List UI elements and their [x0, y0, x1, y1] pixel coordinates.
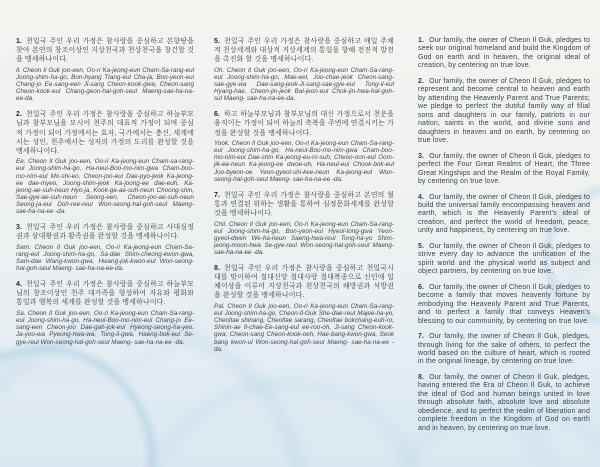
pledge-item-korean-2 — [16, 110, 194, 215]
korean-body: 천일국 주인 우리 가정은 참사랑을 중심하고 하늘부모님의 창조이상인 천주 대가족을 형성하여 자유와 평화와 통일과 행복의 세계를 완성할 것을 맹세하나이다. — [16, 281, 194, 307]
item-number: 3. — [418, 152, 425, 160]
item-number: 3. — [16, 224, 23, 232]
item-number: 8. — [418, 373, 425, 381]
pledge-item-korean-3 — [16, 223, 194, 272]
item-number: 7. — [214, 191, 221, 199]
pledge-item-english-1 — [418, 37, 590, 71]
romanization-text: Sam. Cheon Il Guk joo-een, Oo-ri Ka-jeong-eun Cham-Sa-rang-eul Joong-shim-ha-go, Sa-dae Shim-cheong-kwon-gwa, Sam-dae Wang-kwon-gwa, Hwang-jok-kwon-eul Won-seong-hal-goh-seul Maeng- sae-ha-na-ee-da. — [16, 243, 194, 273]
english-body: Our family, the owner of Cheon Il Guk, pledges to represent and become central to heaven and earth by attending the Heavenly Parent and True Parents; we pledge to perfect the dutiful family way of filial sons and daughters in our family, patriots in our nation, saints in the world, and divine sons and daughters in heaven and on earth, by centering on true love. — [418, 77, 590, 145]
english-body: Our family, the owner of Cheon Il Guk, pledges to build the universal family encompassing heaven and earth, which is the Heavenly Parent's ideal of creation, and perfect the world of freedom, peace, unity and happiness, by centering on true love. — [418, 193, 590, 235]
item-number: 5. — [214, 38, 221, 45]
korean-body: 천일국 주인 우리 가정은 참사랑을 중심하고 매일 주체적 천상세계와 대상적 지상세계의 통일을 향해 전진적 발전을 촉진화 할 것을 맹세하나이다. — [214, 38, 394, 64]
pledge-item-english-8 — [418, 374, 590, 433]
korean-body: 천일국 주인 우리 가정은 참사랑을 중심하고 본향땅을 찾아 본연의 창조이상인 지상천국과 천상천국을 창건할 것을 맹세하나이다. — [16, 38, 194, 64]
item-number: 2. — [16, 111, 23, 119]
english-body: Our family, the owner of Cheon Il Guk, pledges to become a family that moves heavenly fortune by embodying the Heavenly Parent and True Parents, and to perfect a family that conveys Heaven's blessing to our community, by centering on true love. — [418, 283, 590, 325]
column-korean-items-5-8 — [214, 37, 394, 440]
pledge-item-korean-4 — [16, 280, 194, 345]
item-number: 1. — [16, 38, 23, 45]
english-body: Our family, the owner of Cheon Il Guk, pledges, having entered the Era of Cheon Il Guk, to achieve the ideal of God and human beings united in love through absolute faith, absolute love and absolute obedience, and to perfect the realm of liberation and complete freedom in the Kingdom of God on earth and in heaven, by centering on true love. — [418, 373, 590, 432]
korean-text — [16, 110, 194, 155]
item-number: 7. — [418, 333, 425, 341]
pledge-item-english-7 — [418, 333, 590, 367]
korean-text — [214, 264, 394, 300]
korean-text — [16, 223, 194, 241]
column-english — [418, 37, 590, 440]
korean-text — [214, 191, 394, 218]
pledge-item-korean-5 — [214, 37, 394, 102]
korean-text — [214, 110, 394, 137]
item-number: 5. — [418, 242, 425, 250]
korean-text — [16, 280, 194, 307]
english-body: Our family, the owner of Cheon Il Guk, pledges to perfect the Four Great Realms of Heart, the Three Great Kingships and the Realm of the Royal Family, by centering on true love. — [418, 152, 590, 186]
korean-text — [16, 37, 194, 64]
item-number: 4. — [16, 281, 23, 289]
english-body: Our family, the owner of Cheon Il Guk, pledges to strive every day to advance the unification of the spirit world and the physical world as subject and object partners, by centering on true love. — [418, 242, 590, 276]
english-body: Our family, the owner of Cheon Il Guk, pledges, through living for the sake of others, to perfect the world based on the culture of heart, which is rooted in the original lineage, by centering on true love. — [418, 333, 590, 366]
romanization-text: Pal. Cheon Il Guk joo-een, Oo-ri Ka-jeong-eun Cham-Sa-rang-eul Joong-shim-ha-go, Cheon-Il-Guk She-dae-reul Majee-ha-yo, Cheoltae shinang, Cheoltae sarang, Cheoltae bokchang-euh-ro, Shinin-ae Il-chae-Ee-sang-eul ee-roo-oh, Ji-sang Cheon-kook-gwa, Cheon-sang Cheon-kook-oeh, Hae-bang-kwon-gwa, Seok bang kwon-ul Won-seong-hal-goh-seul Maeng- sae-ha-na-ee -da. — [214, 302, 394, 353]
pledge-item-english-4 — [418, 194, 590, 236]
pledge-item-korean-1 — [16, 37, 194, 102]
romanization-text: Ee. Cheon Il Guk joo-een, Oo-ri Ka-jeong-eun Cham-sa-rang-eul Joong-shim-ha-go, Ha-neul-Boo-mo-nim-gwa Cham-boo-mo-nim-eul Mo-shi-eo, Cheon-joo-eui Dae-pyo-jeok Ka-jeong-ee dae-myeo, Joong-shim-jeok Ka-joong-ee dae-euh, Ka-jeong-ae-suh-neun Hyo-ja, Kook-ga-ae-suh-neun Choong-shin, Sae-gye-ae-suh-neun Seong-een, Cheon-joo-ae-suh-neun Seong-ja-eui Doh-ree-reul Won-seong-hal-goh-seul Maeng- sae-ha-na-ee -da. — [16, 158, 194, 216]
pledge-item-english-6 — [418, 284, 590, 326]
korean-text — [214, 37, 394, 64]
korean-body: 천일국 주인 우리 가정은 참사랑을 중심하고 본연의 혈통과 연결된 위하는 생활을 통하여 심정문화세계를 완성할 것을 맹세하나이다. — [214, 191, 394, 217]
item-number: 6. — [418, 283, 425, 291]
pledge-item-korean-8 — [214, 264, 394, 353]
item-number: 2. — [418, 77, 425, 85]
pledge-item-english-3 — [418, 153, 590, 187]
pledge-item-korean-7 — [214, 191, 394, 256]
column-korean-items-1-4 — [16, 37, 194, 440]
pledge-item-english-2 — [418, 78, 590, 146]
english-body: Our family, the owner of Cheon Il Guk, pledges to seek our original homeland and build the Kingdom of God on earth and in heaven, the original ideal of creation, by centering on true love. — [418, 37, 590, 70]
korean-body: 천일국 주인 우리 가정은 참사랑을 중심하고 하늘부모님과 참부모님을 모시어 천주의 대표적 가정이 되며 중심적 가정이 되어 가정에서는 효자, 국가에서는 충신, 세계에서는 성인, 천주에서는 성자의 가정의 도리를 완성할 것을 맹세하나이다. — [16, 111, 194, 155]
item-number: 6. — [214, 111, 221, 119]
romanization-text: Yook. Cheon Il Guk joo-een, Oo-ri Ka-jeong-eun Cham-Sa-rang-eul Joong-shim-ha-go, Ha-neul-Boo-mo-nim-gwa Cham-boo-mo-nim-eui Dae-shin Ka-jeong-eu-ro-suh, Cheon-oon-eul Oom-jik-ee-neun Ka-jeong-ee dwoe-uh, Ha-neul-eui Chook-bok-eul Joo-byeon-oe Yeon-gyeol-shi-kee-neun Ka-jeong-eul Won-seong-hal-goh-seul Maeng- sae-ha-na-ee -da. — [214, 140, 394, 183]
item-number: 4. — [418, 193, 425, 201]
romanization-text: Oh. Cheon Il Guk joo-een, Oo-ri Ka-jeong-eun Cham-Sa-rang-eul Joong-shim-ha-go, Mae-eel, Joo-chae-jeok Cheon-sang-sae-gye-wa Dae-sang-jeok-Ji-sang-sae-gye-eui Tong-il-eul Hyang-hae, Cheon-jin-jeok Bal-jeon-eul Chok-jin-hwa-hal-goh-sul Maeng- sae-ha-na-ee-da. — [214, 66, 394, 103]
romanization-text: Il. Cheon Il Guk joo-een, Oo-ri Ka-jeong-eun Cham-Sa-rang-eul Joong-shim-ha-go, Bon-hyang Ttang-eul Cha-ja, Bon-yeon-eui Chang-jo Ee-sang-een Ji-sang Cheon-kook-gwa, Cheon-sang Cheon-kook-eul Chang-geon-hal-goh-seul Maeng-sae-ha-na-ee-da. — [16, 66, 194, 103]
korean-body: 천일국 주인 우리 가정은 참사랑을 중심하고 사대심정권과 삼대왕권과 황족권을 완성할 것을 맹세하나이다. — [16, 224, 194, 241]
korean-body: 하고 하늘부모님과 참부모님의 대신 가정으로서 천운을 움직이는 가정이 되어 하늘의 축복을 주변에 연결시키는 가정을 완성할 것을 맹세하나이다. — [214, 111, 394, 137]
item-number: 1. — [418, 37, 425, 44]
pledge-item-english-5 — [418, 243, 590, 277]
romanization-text: Sa. Cheon Il Guk joo-een, Oo-ri Ka-jeong-eun Cham-Sa-rang-eul Joong-shim-ha-go, Ha-neul-Boo-mo-nim-eui Chang-jo Ee-sang-een Cheon-joo Dae-gah-jok-eul Hyeong-seong-ha-yeo, Ja-yoo-wa Pyeong-hwa-wa, Tong-il-gwa, Haeng-bok-eui Se-gye-reul Won-seong-hal-goh-seul Maeng- sae-ha-na-ee -da. — [16, 310, 194, 346]
item-number: 8. — [214, 265, 221, 273]
romanization-text: Chil. Cheon Il Guk joo-een, Oo-ri Ka-jeong-eun Cham-Sa-rang-eul Joong-shim-ha-go, Bon-yeon-eui Hyeol-tong-gwa Yeon-gyeol-dwen We-ha-neun Saeng-hwa-reul Tong-ha-yo Shim-jeong-moon-hwa Se-gye-reul Won-seong-hal-goh-seul Maeng- sae-ha-na-ee -da. — [214, 220, 394, 256]
korean-body: 천일국 주인 우리 가정은 참사랑을 중심하고 천일국시대를 맞이하여 절대신앙 절대사랑 절대복종으로 신인애 일체이상을 이루어 지상천국과 천상천국의 해방권과 석방권을 완성할 것을 맹세하나이다. — [214, 265, 394, 300]
pledge-item-korean-6 — [214, 110, 394, 182]
